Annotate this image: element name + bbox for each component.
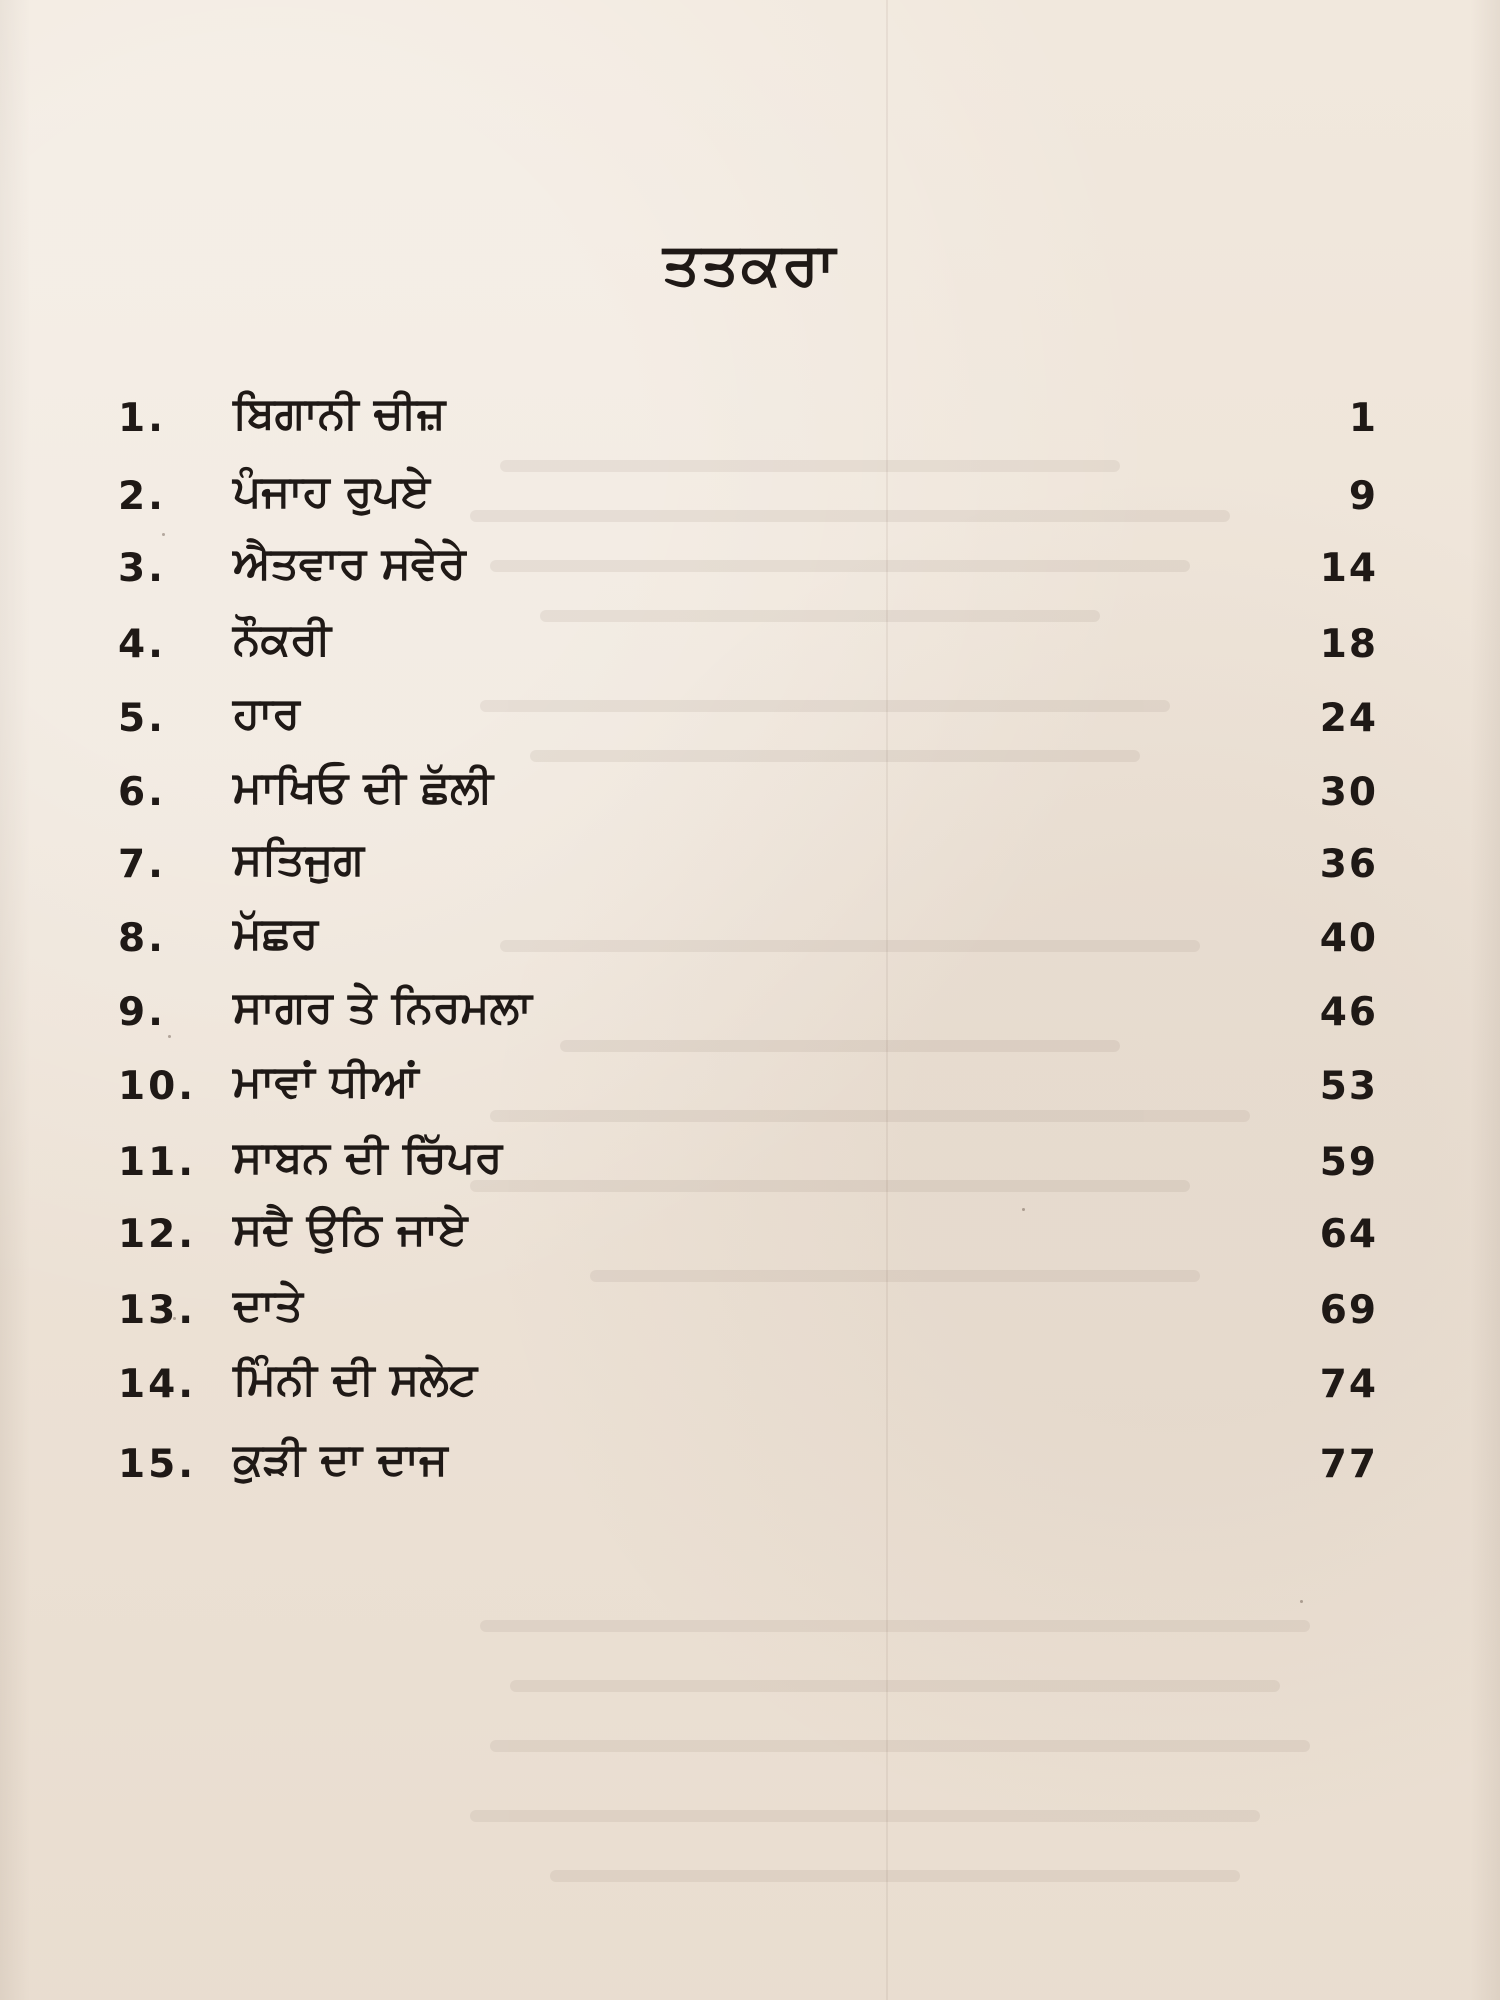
toc-row	[118, 1434, 1378, 1508]
paper-speck	[168, 1035, 171, 1038]
toc-page-number: 40	[1319, 916, 1378, 961]
toc-title: ਮਾਵਾਂ ਧੀਆਂ	[233, 1056, 419, 1107]
toc-title: ਪੰਜਾਹ ਰੁਪਏ	[233, 466, 430, 517]
toc-row	[118, 1280, 1378, 1354]
toc-number: 3.	[118, 546, 166, 591]
toc-row	[118, 688, 1378, 762]
toc-row	[118, 762, 1378, 834]
page-title: ਤਤਕਰਾ	[662, 230, 838, 298]
toc-title: ਸਦੈ ਉਠਿ ਜਾਏ	[233, 1204, 468, 1255]
toc-title: ਸਾਬਨ ਦੀ ਚਿੱਪਰ	[233, 1132, 503, 1183]
toc-number: 10.	[118, 1064, 197, 1109]
toc-number: 7.	[118, 842, 166, 887]
table-of-contents	[118, 388, 1378, 1508]
toc-number: 12.	[118, 1212, 197, 1257]
toc-number: 9.	[118, 990, 166, 1035]
toc-row	[118, 1354, 1378, 1434]
toc-page-number: 69	[1319, 1288, 1378, 1333]
toc-number: 2.	[118, 474, 166, 519]
toc-title: ਬਿਗਾਨੀ ਚੀਜ਼	[233, 388, 446, 439]
toc-row	[118, 1056, 1378, 1132]
toc-page-number: 36	[1319, 842, 1378, 887]
toc-page-number: 24	[1319, 696, 1378, 741]
toc-title: ਮਿੰਨੀ ਦੀ ਸਲੇਟ	[233, 1354, 478, 1405]
toc-number: 8.	[118, 916, 166, 961]
paper-speck	[173, 1317, 176, 1320]
toc-title: ਮਾਖਿਓ ਦੀ ਛੱਲੀ	[233, 762, 493, 813]
toc-page-number: 18	[1319, 622, 1378, 667]
toc-row	[118, 834, 1378, 908]
toc-page-number: 59	[1319, 1140, 1378, 1185]
toc-page-number: 74	[1319, 1362, 1378, 1407]
toc-title: ਨੌਕਰੀ	[233, 614, 332, 665]
paper-speck	[162, 533, 165, 536]
toc-number: 5.	[118, 696, 166, 741]
toc-page-number: 53	[1319, 1064, 1378, 1109]
toc-row	[118, 614, 1378, 688]
paper-speck	[1300, 1600, 1303, 1603]
toc-page-number: 46	[1319, 990, 1378, 1035]
toc-page-number: 1	[1348, 396, 1378, 441]
toc-number: 1.	[118, 396, 166, 441]
paper-speck	[1022, 1208, 1025, 1211]
toc-row	[118, 982, 1378, 1056]
toc-number: 4.	[118, 622, 166, 667]
toc-page-number: 9	[1348, 474, 1378, 519]
toc-number: 6.	[118, 770, 166, 815]
toc-number: 13.	[118, 1288, 197, 1333]
toc-title: ਸਤਿਜੁਗ	[233, 834, 364, 885]
toc-title: ਮੱਛਰ	[233, 908, 319, 959]
toc-row	[118, 388, 1378, 466]
toc-title: ਐਤਵਾਰ ਸਵੇਰੇ	[233, 538, 466, 589]
toc-title: ਕੁੜੀ ਦਾ ਦਾਜ	[233, 1434, 448, 1485]
toc-row	[118, 1204, 1378, 1280]
toc-number: 11.	[118, 1140, 197, 1185]
toc-page-number: 30	[1319, 770, 1378, 815]
toc-row	[118, 908, 1378, 982]
toc-title: ਹਾਰ	[233, 688, 300, 739]
toc-page-number: 77	[1319, 1442, 1378, 1487]
toc-number: 14.	[118, 1362, 197, 1407]
toc-page-number: 14	[1319, 546, 1378, 591]
toc-title: ਸਾਗਰ ਤੇ ਨਿਰਮਲਾ	[233, 982, 532, 1033]
toc-page-number: 64	[1319, 1212, 1378, 1257]
toc-number: 15.	[118, 1442, 197, 1487]
toc-row	[118, 1132, 1378, 1204]
toc-row	[118, 466, 1378, 538]
toc-title: ਦਾਤੇ	[233, 1280, 303, 1331]
toc-row	[118, 538, 1378, 614]
